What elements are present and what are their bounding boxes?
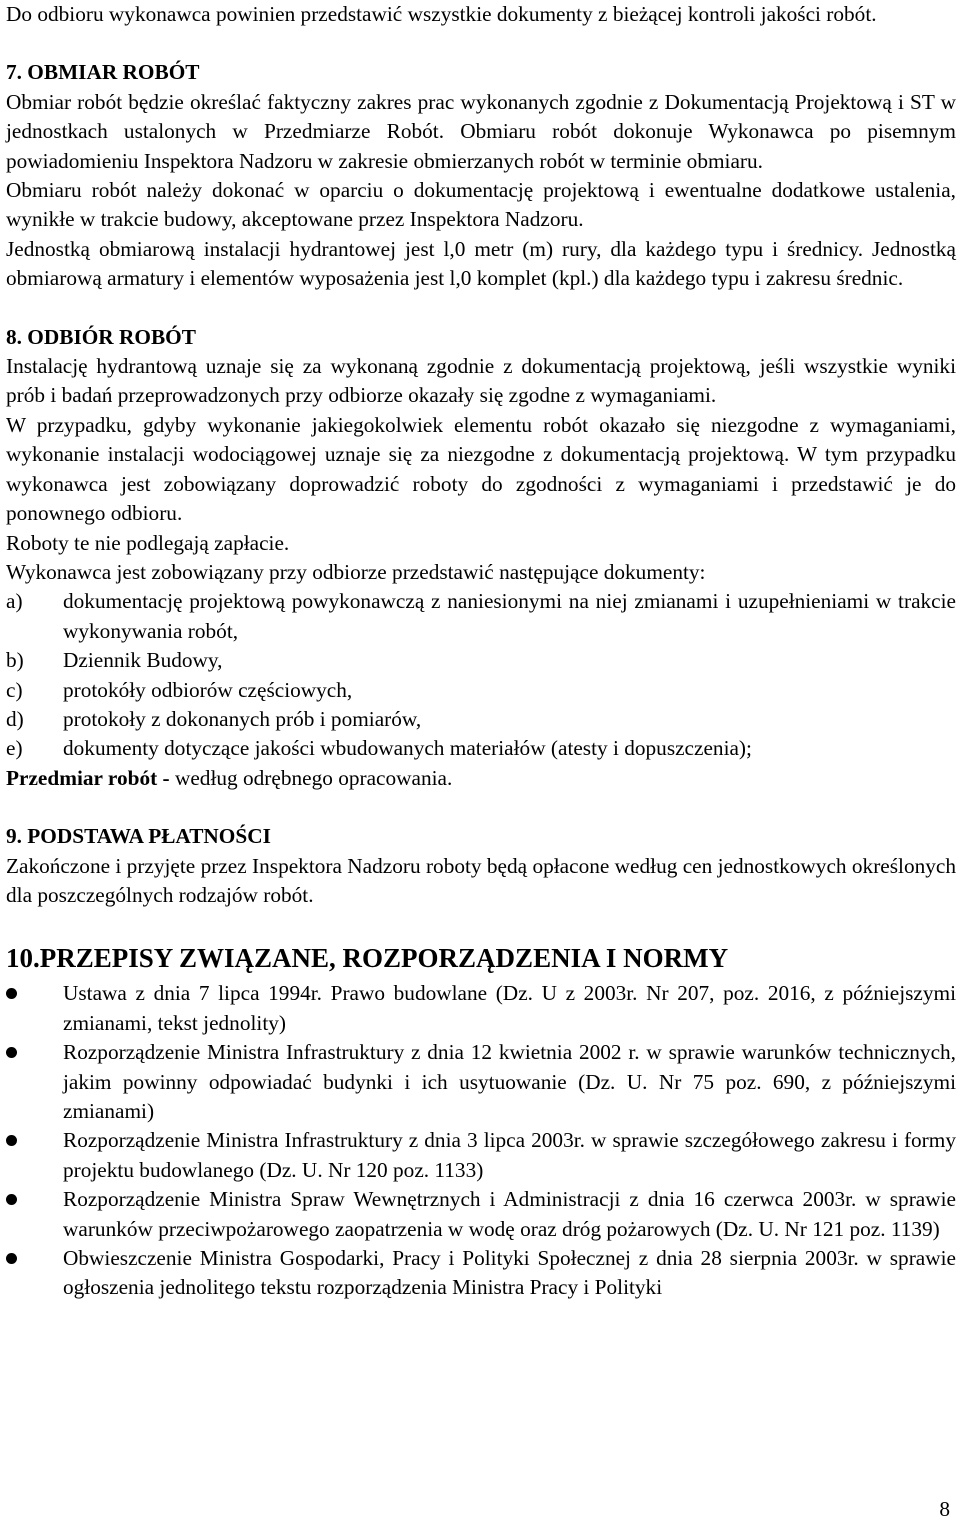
przedmiar-line — [6, 764, 956, 793]
list-item — [6, 587, 956, 646]
list-item-text: Rozporządzenie Ministra Infrastruktury z dnia 12 kwietnia 2002 r. w sprawie warunków technicznych, jakim powinny odpowiadać budynki i ich usytuowanie (Dz. U. Nr 75 poz. 690, z późniejszymi zmianami) — [63, 1040, 956, 1123]
bullet-icon — [6, 988, 17, 999]
list-item — [6, 734, 956, 763]
przedmiar-text: według odrębnego opracowania. — [169, 765, 453, 790]
documents-list — [6, 587, 956, 763]
spacer — [6, 294, 956, 323]
list-item-text: protokoły z dokonanych prób i pomiarów, — [63, 706, 422, 731]
list-item — [6, 979, 956, 1038]
list-item-text: dokumentację projektową powykonawczą z naniesionymi na niej zmianami i uzupełnieniami w trakcie wykonywania robót, — [63, 589, 956, 643]
section-8-paragraph-2: W przypadku, gdyby wykonanie jakiegokolwiek elementu robót okazało się niezgodne z wymaganiami, wykonanie instalacji wodociągowej uznaje się za niezgodne z dokumentacją projektową. W tym przypadku wykonawca jest zobowiązany doprowadzić roboty do zgodności z wymaganiami i przedstawić je do ponownego odbioru. — [6, 412, 956, 526]
section-8-paragraph-4: Wykonawca jest zobowiązany przy odbiorze przedstawić następujące dokumenty: — [6, 559, 706, 584]
section-7-heading: 7. OBMIAR ROBÓT — [6, 60, 200, 85]
document-page — [6, 0, 956, 1303]
list-marker: e) — [6, 736, 23, 761]
list-marker: d) — [6, 706, 24, 731]
list-marker: a) — [6, 589, 23, 614]
list-item — [6, 705, 956, 734]
list-item-text: Ustawa z dnia 7 lipca 1994r. Prawo budowlane (Dz. U z 2003r. Nr 207, poz. 2016, z późniejszymi zmianami, tekst jednolity) — [63, 981, 956, 1035]
list-marker: c) — [6, 677, 23, 702]
list-item-text: Rozporządzenie Ministra Spraw Wewnętrznych i Administracji z dnia 16 czerwca 2003r. w sprawie warunków przeciwpożarowego zaopatrzenia w wodę oraz dróg pożarowych (Dz. U. Nr 121 poz. 1139) — [63, 1187, 956, 1241]
list-item — [6, 1185, 956, 1244]
spacer — [6, 910, 956, 941]
section-7-paragraph-1: Obmiar robót będzie określać faktyczny zakres prac wykonanych zgodnie z Dokumentacją Projektową i ST w jednostkach ustalonych w Przedmiarze Robót. Obmiaru robót dokonuje Wykonawca po pisemnym powiadomieniu Inspektora Nadzoru w zakresie obmierzanych robót w terminie obmiaru. — [6, 89, 956, 173]
section-7-paragraph-2: Obmiaru robót należy dokonać w oparciu o dokumentację projektową i ewentualne dodatkowe ustalenia, wynikłe w trakcie budowy, akceptowane przez Inspektora Nadzoru. — [6, 178, 956, 232]
section-10-heading: 10.PRZEPISY ZWIĄZANE, ROZPORZĄDZENIA I NORMY — [6, 943, 729, 974]
page-number: 8 — [939, 1497, 950, 1521]
list-item — [6, 646, 956, 675]
list-item — [6, 1244, 956, 1303]
list-item-text: Dziennik Budowy, — [63, 648, 223, 673]
list-item — [6, 676, 956, 705]
list-item — [6, 1126, 956, 1185]
list-item-text: protokóły odbiorów częściowych, — [63, 677, 353, 702]
section-8-paragraph-1: Instalację hydrantową uznaje się za wykonaną zgodnie z dokumentacją projektową, jeśli wszystkie wyniki prób i badań przeprowadzonych przy odbiorze okazały się zgodne z wymaganiami. — [6, 354, 956, 408]
intro-paragraph: Do odbioru wykonawca powinien przedstawić wszystkie dokumenty z bieżącej kontroli jakości robót. — [6, 2, 877, 26]
list-item-text: dokumenty dotyczące jakości wbudowanych materiałów (atesty i dopuszczenia); — [63, 736, 752, 761]
section-8-heading: 8. ODBIÓR ROBÓT — [6, 324, 196, 349]
spacer — [6, 29, 956, 58]
bullet-icon — [6, 1253, 17, 1264]
list-item-text: Rozporządzenie Ministra Infrastruktury z dnia 3 lipca 2003r. w sprawie szczegółowego zakresu i formy projektu budowlanego (Dz. U. Nr 120 poz. 1133) — [63, 1128, 956, 1182]
bullet-icon — [6, 1135, 17, 1146]
section-8-paragraph-3: Roboty te nie podlegają zapłacie. — [6, 530, 290, 555]
bullet-icon — [6, 1194, 17, 1205]
section-9-paragraph-1: Zakończone i przyjęte przez Inspektora Nadzoru roboty będą opłacone według cen jednostkowych określonych dla poszczególnych rodzajów robót. — [6, 853, 956, 907]
przedmiar-label: Przedmiar robót - — [6, 765, 170, 790]
list-item-text: Obwieszczenie Ministra Gospodarki, Pracy i Polityki Społecznej z dnia 28 sierpnia 2003r. w sprawie ogłoszenia jednolitego tekstu rozporządzenia Ministra Pracy i Polityki — [63, 1246, 956, 1300]
regulations-list — [6, 979, 956, 1302]
section-7-paragraph-3: Jednostką obmiarową instalacji hydrantowej jest l,0 metr (m) rury, dla każdego typu i średnicy. Jednostką obmiarową armatury i elementów wyposażenia jest l,0 komplet (kpl.) dla każdego typu i zakresu średnic. — [6, 236, 956, 291]
section-9-heading: 9. PODSTAWA PŁATNOŚCI — [6, 824, 271, 849]
list-item — [6, 1038, 956, 1126]
list-marker: b) — [6, 648, 24, 673]
spacer — [6, 793, 956, 822]
bullet-icon — [6, 1047, 17, 1058]
